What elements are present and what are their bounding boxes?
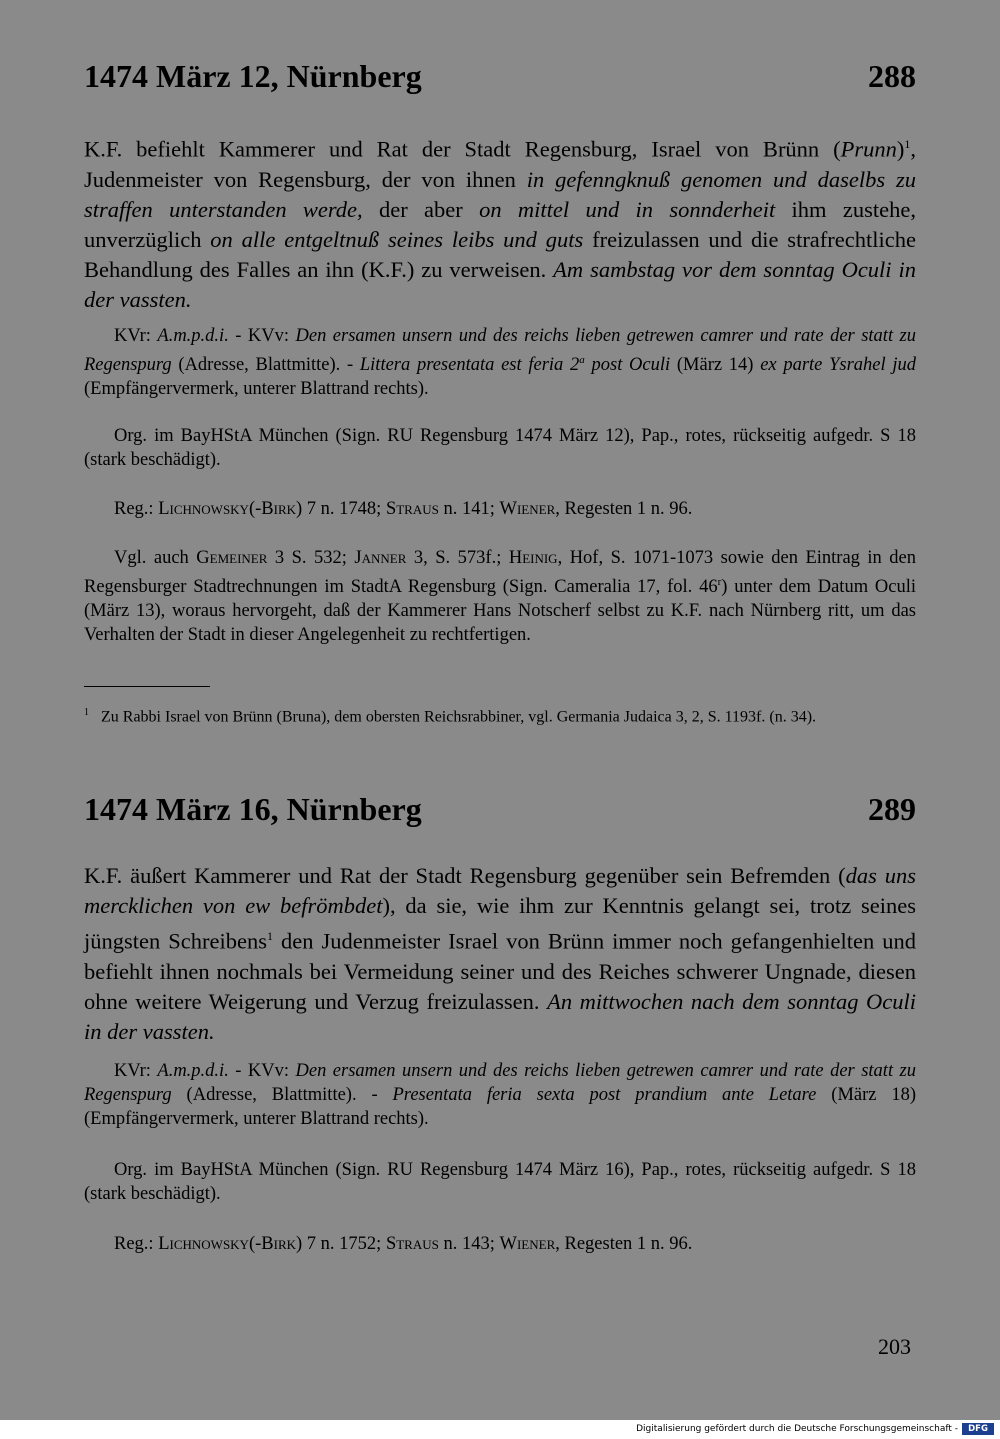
entry-date-place: 1474 März 16, Nürnberg [84, 791, 422, 827]
entry-date-place: 1474 März 12, Nürnberg [84, 58, 422, 94]
entry-kanzleivermerk-288: KVr: A.m.p.d.i. - KVv: Den ersamen unsern und des reichs lieben getrewen camrer und rate der statt zu Regenspurg (Adresse, Blattmitte). - Littera presentata est feria 2$^a$ post Oculi (März 14) ex parte Ysrahel jud (Empfängervermerk, unterer Blattrand rechts). [84, 326, 916, 400]
footer-credit: Digitalisierung gefördert durch die Deutsche Forschungsgemeinschaft - [636, 1424, 958, 1434]
entry-regest-288: Reg.: Lichnowsky(-Birk) 7 n. 1748; Straus n. 141; Wiener, Regesten 1 n. 96. [114, 499, 693, 519]
dfg-logo-icon: DFG [962, 1423, 994, 1435]
entry-summary-289: K.F. äußert Kammerer und Rat der Stadt Regensburg gegenüber sein Befremden (das uns mercklichen von ew befrömbdet), da sie, wie ihm zur Kenntnis gelangt sei, trotz seines jüngsten Schreibens$^1$ den Judenmeister Israel von Brünn immer noch gefangenhielten und befiehlt ihnen nochmals bei Vermeidung seiner und des Reiches schwerer Ungnade, diesen ohne weitere Weigerung und Verzug freizulassen. An mittwochen nach dem sonntag Oculi in der vassten. [84, 863, 916, 1044]
entry-original-289: Org. im BayHStA München (Sign. RU Regensburg 1474 März 16), Pap., rotes, rückseitig aufgedr. S 18 (stark beschädigt). [84, 1160, 916, 1204]
footer-bar [0, 1420, 1000, 1439]
footnote-number: 1 [84, 707, 89, 718]
page-number: 203 [878, 1334, 911, 1359]
entry-number: 289 [868, 791, 916, 827]
footnote-divider [84, 686, 210, 687]
entry-heading-288 [84, 58, 916, 95]
entry-summary-288: K.F. befiehlt Kammerer und Rat der Stadt Regensburg, Israel von Brünn (Prunn)$^1$, Judenmeister von Regensburg, der von ihnen in gefenngknuß genomen und daselbs zu straffen unterstanden werde, der aber on mittel und in sonnderheit ihm zustehe, unverzüglich on alle entgeltnuß seines leibs und guts freizulassen und die strafrechtliche Behandlung des Falles an ihn (K.F.) zu verweisen. Am sambstag vor dem sonntag Oculi in der vassten. [84, 136, 916, 312]
entry-heading-289 [84, 791, 916, 828]
entry-number: 288 [868, 58, 916, 94]
footnote-ref: 1 [904, 137, 911, 151]
footnote-288: $^1$ Zu Rabbi Israel von Brünn (Bruna), dem obersten Reichsrabbiner, vgl. Germania Judaica 3, 2, S. 1193f. (n. 34). [84, 707, 817, 726]
entry-kanzleivermerk-289: KVr: A.m.p.d.i. - KVv: Den ersamen unsern und des reichs lieben getrewen camrer und rate der statt zu Regenspurg (Adresse, Blattmitte). - Presentata feria sexta post prandium ante Letare (März 18) (Empfängervermerk, unterer Blattrand rechts). [84, 1061, 917, 1129]
footnote-ref: 1 [266, 929, 273, 943]
entry-literature-288: Vgl. auch Gemeiner 3 S. 532; Janner 3, S. 573f.; Heinig, Hof, S. 1071-1073 sowie den Eintrag in den Regensburger Stadtrechnungen im StadtA Regensburg (Sign. Cameralia 17, fol. 46$^r$) unter dem Datum Oculi (März 13), woraus hervorgeht, daß der Kammerer Hans Notscherf selbst zu K.F. nach Nürnberg ritt, um das Verhalten der Stadt in dieser Angelegenheit zu rechtfertigen. [84, 548, 916, 646]
entry-original-288: Org. im BayHStA München (Sign. RU Regensburg 1474 März 12), Pap., rotes, rückseitig aufgedr. S 18 (stark beschädigt). [84, 426, 916, 470]
entry-regest-289: Reg.: Lichnowsky(-Birk) 7 n. 1752; Straus n. 143; Wiener, Regesten 1 n. 96. [114, 1234, 693, 1254]
